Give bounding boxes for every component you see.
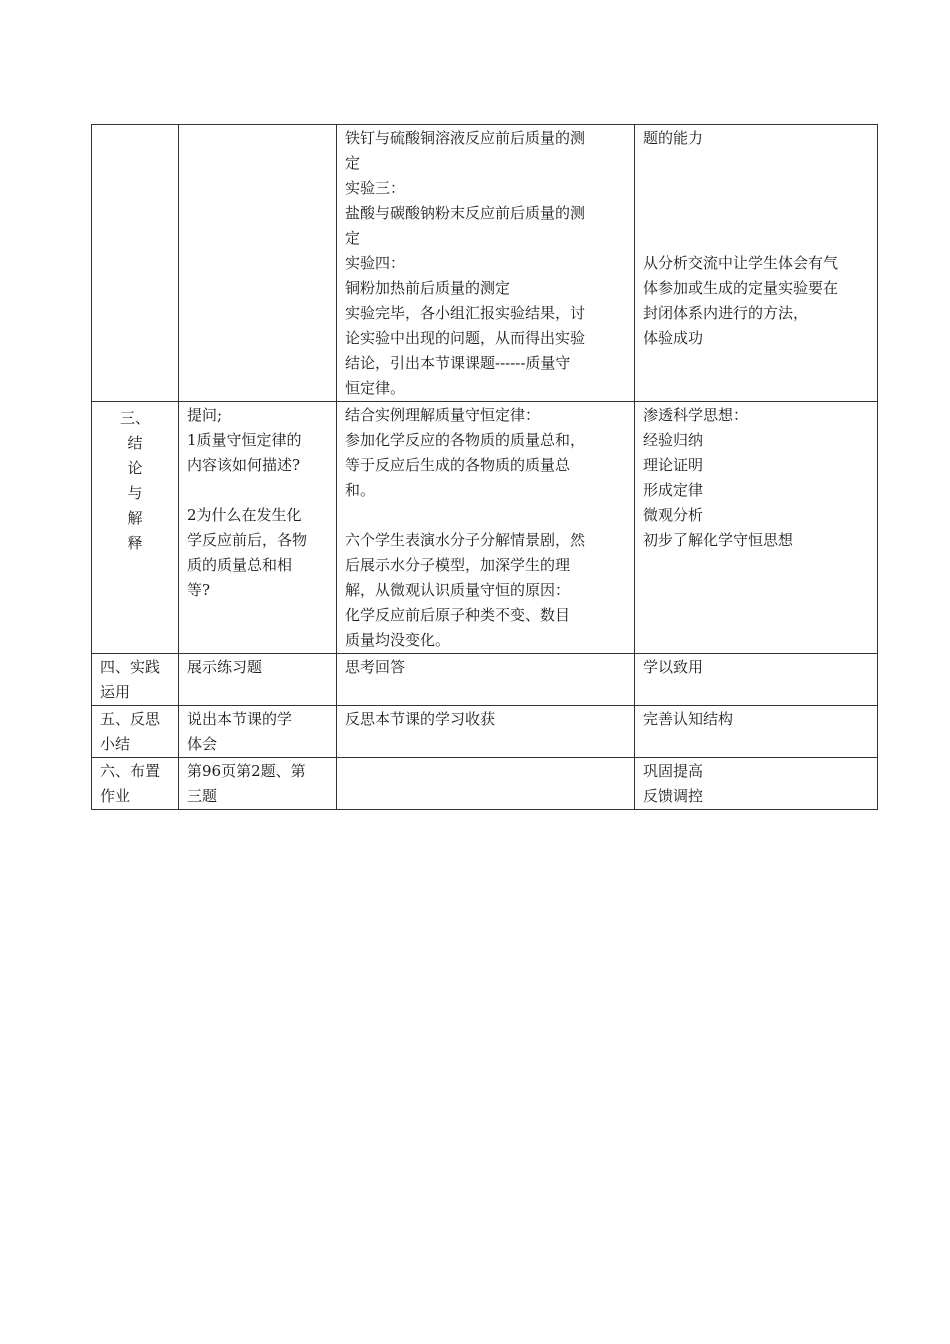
cell-text-line: 反馈调控: [643, 787, 704, 805]
cell-text-line: 结: [127, 434, 143, 452]
stage-cell: [92, 402, 179, 654]
cell-text-line: 结合实例理解质量守恒定律：: [345, 406, 541, 424]
cell-text-line: 从分析交流中让学生体会有气: [643, 254, 839, 272]
cell-text-line: 巩固提高: [643, 762, 704, 780]
table-row: [92, 706, 878, 758]
blank-line: [643, 176, 869, 201]
blank-line: [643, 226, 869, 251]
cell-text-line: 封闭体系内进行的方法，: [643, 304, 809, 322]
cell-text-line: 作业: [100, 787, 131, 805]
cell-text-line: 与: [127, 484, 143, 502]
cell-text-line: 初步了解化学守恒思想: [643, 531, 794, 549]
cell-text-line: 铜粉加热前后质量的测定: [345, 279, 511, 297]
cell-text-line: 论: [127, 459, 143, 477]
cell-text-line: 解，从微观认识质量守恒的原因：: [345, 581, 571, 599]
cell-text-line: 2为什么在发生化: [187, 506, 302, 524]
cell-text-line: 微观分析: [643, 506, 704, 524]
cell-text-line: 恒定律。: [345, 379, 406, 397]
table-row: [92, 125, 878, 402]
cell-text-line: 后展示水分子模型，加深学生的理: [345, 556, 571, 574]
cell-text-line: 盐酸与碳酸钠粉末反应前后质量的测: [345, 204, 586, 222]
teacher-activity-cell: [179, 758, 337, 810]
lesson-plan-table: [91, 124, 878, 810]
cell-text-line: 参加化学反应的各物质的质量总和，: [345, 431, 586, 449]
cell-text-line: 学反应前后，各物: [187, 531, 308, 549]
teacher-activity-cell: [179, 402, 337, 654]
stage-cell: [92, 706, 179, 758]
stage-cell: [92, 125, 179, 402]
cell-text-line: 理论证明: [643, 456, 704, 474]
design-intent-cell: [635, 654, 878, 706]
cell-text-line: 实验完毕，各小组汇报实验结果，讨: [345, 304, 586, 322]
cell-text-line: 三、: [119, 409, 150, 427]
stage-cell: [92, 654, 179, 706]
cell-text-line: 1质量守恒定律的: [187, 431, 302, 449]
student-activity-cell: [337, 758, 635, 810]
design-intent-cell: [635, 758, 878, 810]
cell-text-line: 体参加或生成的定量实验要在: [643, 279, 839, 297]
stage-cell: [92, 758, 179, 810]
cell-text-line: 体验成功: [643, 329, 704, 347]
cell-text-line: 六、布置: [100, 762, 161, 780]
student-activity-cell: [337, 706, 635, 758]
cell-text-line: 渗透科学思想：: [643, 406, 749, 424]
cell-text-line: 六个学生表演水分子分解情景剧，然: [345, 531, 586, 549]
table-row: [92, 758, 878, 810]
design-intent-cell: [635, 125, 878, 402]
cell-text-line: 形成定律: [643, 481, 704, 499]
cell-text-line: 等?: [187, 581, 211, 599]
cell-text-line: 运用: [100, 683, 131, 701]
cell-text-line: 解: [127, 509, 143, 527]
table-row: [92, 654, 878, 706]
cell-text-line: 铁钉与硫酸铜溶液反应前后质量的测: [345, 129, 586, 147]
cell-text-line: 定: [345, 154, 361, 172]
cell-text-line: 化学反应前后原子种类不变、数目: [345, 606, 571, 624]
cell-text-line: 和。: [345, 481, 376, 499]
cell-text-line: 反思本节课的学习收获: [345, 710, 496, 728]
cell-text-line: 学以致用: [643, 658, 704, 676]
cell-text-line: 四、实践: [100, 658, 161, 676]
student-activity-cell: [337, 125, 635, 402]
cell-text-line: 三题: [187, 787, 218, 805]
cell-text-line: 释: [127, 534, 143, 552]
cell-text-line: 说出本节课的学: [187, 710, 293, 728]
cell-text-line: 论实验中出现的问题，从而得出实验: [345, 329, 586, 347]
cell-text-line: 五、反思: [100, 710, 161, 728]
cell-text-line: 内容该如何描述?: [187, 456, 301, 474]
cell-text-line: 思考回答: [345, 658, 406, 676]
blank-line: [187, 478, 328, 503]
table-row: [92, 402, 878, 654]
cell-text-line: 结论，引出本节课课题------质量守: [345, 354, 571, 372]
blank-line: [345, 503, 626, 528]
cell-text-line: 第96页第2题、第: [187, 762, 306, 780]
cell-text-line: 定: [345, 229, 361, 247]
cell-text-line: 展示练习题: [187, 658, 263, 676]
cell-text-line: 质量均没变化。: [345, 631, 451, 649]
cell-text-line: 实验四：: [345, 254, 406, 272]
teacher-activity-cell: [179, 706, 337, 758]
student-activity-cell: [337, 654, 635, 706]
cell-text-line: 质的质量总和相: [187, 556, 293, 574]
cell-text-line: 体会: [187, 735, 218, 753]
cell-text-line: 小结: [100, 735, 131, 753]
blank-line: [643, 151, 869, 176]
cell-text-line: 实验三：: [345, 179, 406, 197]
cell-text-line: 等于反应后生成的各物质的质量总: [345, 456, 571, 474]
teacher-activity-cell: [179, 654, 337, 706]
cell-text-line: 完善认知结构: [643, 710, 734, 728]
cell-text-line: 提问;: [187, 406, 223, 424]
design-intent-cell: [635, 402, 878, 654]
cell-text-line: 题的能力: [643, 129, 704, 147]
student-activity-cell: [337, 402, 635, 654]
blank-line: [643, 201, 869, 226]
cell-text-line: 经验归纳: [643, 431, 704, 449]
teacher-activity-cell: [179, 125, 337, 402]
lesson-plan-body: [92, 125, 878, 810]
design-intent-cell: [635, 706, 878, 758]
